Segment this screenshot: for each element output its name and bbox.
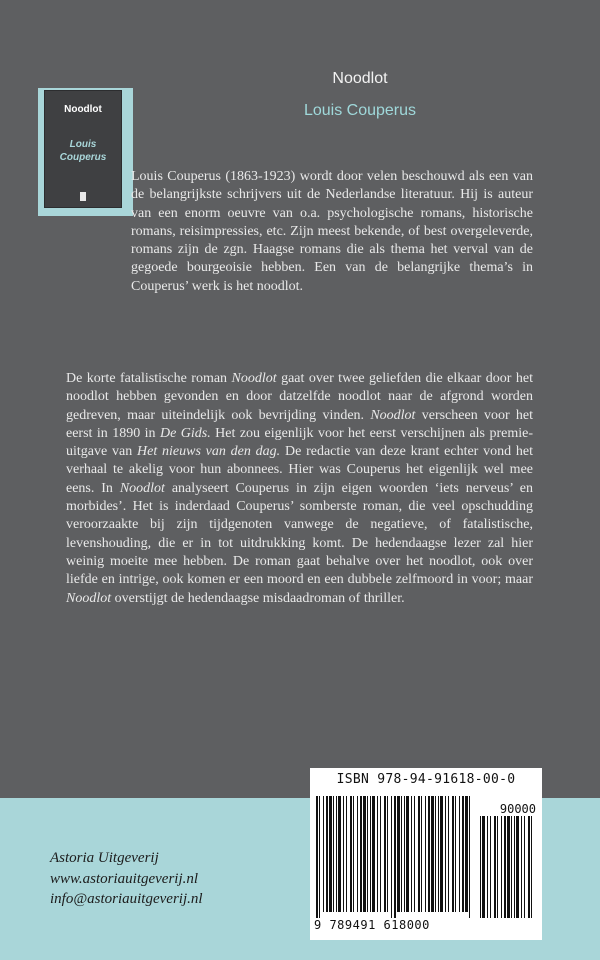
- barcode-bar: [438, 796, 439, 912]
- barcode-bar: [336, 796, 337, 912]
- barcode-bar: [346, 796, 347, 912]
- barcode-digits: 9 789491 618000: [314, 918, 430, 932]
- barcode-bar: [391, 796, 392, 918]
- barcode-bar: [333, 796, 334, 912]
- description-italic: De Gids.: [160, 425, 211, 441]
- description-text: De redactie van deze krant echter vond het verhaal te akelig voor hun abonnees. Hier was Couperus het eigenlijk wel mee eens. In: [66, 444, 534, 496]
- description-text: gaat over twee geliefden die elkaar door het noodlot hebben gevonden en door datzelfde noodlot naar de afgrond worden gedreven, maar uiteindelijk ook bevrijding vinden.: [66, 371, 533, 423]
- barcode-bar: [338, 796, 341, 912]
- barcode-bar: [401, 796, 402, 912]
- barcode-bar: [323, 796, 324, 912]
- barcode-bar: [411, 796, 412, 912]
- barcode-bar: [372, 796, 375, 912]
- description-italic: Noodlot: [66, 590, 112, 606]
- book-title: Noodlot: [332, 70, 388, 87]
- barcode-bar: [440, 796, 443, 912]
- description-italic: Noodlot: [119, 480, 165, 496]
- publisher-email: info@astoriauitgeverij.nl: [50, 891, 203, 907]
- barcode-bar: [414, 796, 415, 912]
- barcode-bar: [384, 796, 386, 912]
- barcode-bar: [367, 796, 368, 912]
- barcode-bar: [487, 816, 488, 918]
- barcode-bar: [360, 796, 362, 912]
- barcode-bar: [380, 796, 381, 912]
- barcode-bar: [455, 796, 456, 912]
- barcode-bar: [326, 796, 328, 912]
- barcode-bar: [482, 816, 485, 918]
- barcode-bar: [445, 796, 446, 912]
- barcode-bar: [428, 796, 430, 912]
- barcode-bar: [448, 796, 449, 912]
- barcode-bar: [363, 796, 366, 912]
- barcode-bar: [377, 796, 378, 912]
- isbn-number: ISBN 978-94-91618-00-0: [336, 772, 516, 787]
- description-text: analyseert Couperus in zijn eigen woorden ‘iets nerveus’ en morbides’. Het is inderdaad Couperus’ somberste roman, die veel opschudding veroorzaakte bij zijn tijdgenoten vanwege de negatieve, of fatalistische, levenshouding, die er in tot uitdrukking komt. De hedendaagse lezer zal hier weinig moeite mee hebben. De roman gaat behalve over het noodlot, ook over liefde en intrige, ook komen er een moord en een dubbele zelfmoord in voor; maar: [66, 480, 533, 588]
- barcode-bar: [494, 816, 496, 918]
- barcode-bar: [459, 796, 460, 912]
- barcode-bar: [397, 796, 400, 912]
- description-text: Het zou eigenlijk voor het eerst verschijnen als premie-uitgave van: [66, 425, 533, 460]
- description-italic: Het nieuws van den dag.: [137, 444, 281, 460]
- barcode-bar: [316, 796, 318, 918]
- barcode-bar: [490, 816, 491, 918]
- barcode-bar: [504, 816, 506, 918]
- barcode-bar: [507, 816, 510, 918]
- barcode-bar: [319, 796, 320, 918]
- thumbnail-author-last: Couperus: [59, 152, 107, 163]
- description-italic: Noodlot: [370, 407, 416, 423]
- barcode-bar: [370, 796, 371, 912]
- description-text: De korte fatalistische roman: [66, 371, 232, 386]
- description-text: verscheen voor het eerst in 1890 in: [66, 407, 533, 441]
- barcode-bar: [480, 816, 481, 918]
- isbn-barcode: [310, 768, 542, 940]
- book-description: [66, 370, 533, 608]
- book-author: Louis Couperus: [303, 102, 417, 119]
- barcode-bar: [521, 816, 522, 918]
- barcode-bar: [406, 796, 409, 912]
- barcode-bar: [353, 796, 354, 912]
- publisher-name: Astoria Uitgeverij: [50, 850, 159, 866]
- barcode-bar: [350, 796, 352, 912]
- barcode-bar: [329, 796, 332, 912]
- thumbnail-author-first: Louis: [69, 139, 97, 150]
- barcode-bar: [524, 816, 525, 918]
- barcode-bar: [514, 816, 515, 918]
- barcode-bar: [462, 796, 464, 912]
- description-text: overstijgt de hedendaagse misdaadroman of thriller.: [111, 590, 405, 606]
- barcode-bar: [431, 796, 434, 912]
- barcode-bar: [418, 796, 420, 912]
- barcode-bar: [435, 796, 436, 912]
- barcode-bar: [421, 796, 422, 912]
- description-italic: Noodlot: [231, 371, 277, 386]
- author-blurb: Louis Couperus (1863-1923) wordt door velen beschouwd als een van de belangrijkste schrijvers uit de Nederlandse literatuur. Hij is auteur van een enorm oeuvre van o.a. psychologische romans, historische romans, reisimpressies, etc. Zijn meest bekende, of best overgeleverde, romans zijn de zgn. Haagse romans die als thema het verval van de gegoede bourgeoisie hebben. Een van de belangrijke thema’s in Couperus’ werk is het noodlot.: [131, 169, 533, 294]
- publisher-logo-icon: [80, 192, 86, 201]
- barcode-bar: [516, 816, 519, 918]
- barcode-bar: [357, 796, 358, 912]
- barcode-addon-code: 90000: [499, 802, 536, 816]
- publisher-website: www.astoriauitgeverij.nl: [50, 870, 199, 887]
- barcode-bar: [465, 796, 468, 912]
- cover-thumbnail: [44, 90, 122, 208]
- publisher-info: [50, 848, 203, 910]
- barcode-bar: [343, 796, 344, 912]
- barcode-bar: [469, 796, 470, 918]
- barcode-bar: [528, 816, 530, 918]
- barcode-bar: [404, 796, 405, 912]
- thumbnail-title: Noodlot: [64, 104, 102, 115]
- barcode-bar: [511, 816, 512, 918]
- barcode-bar: [497, 816, 498, 918]
- barcode-bar: [452, 796, 454, 912]
- barcode-bar: [531, 816, 532, 918]
- barcode-bar: [387, 796, 388, 912]
- barcode-bar: [425, 796, 426, 912]
- barcode-bar: [501, 816, 502, 918]
- barcode-bar: [394, 796, 396, 918]
